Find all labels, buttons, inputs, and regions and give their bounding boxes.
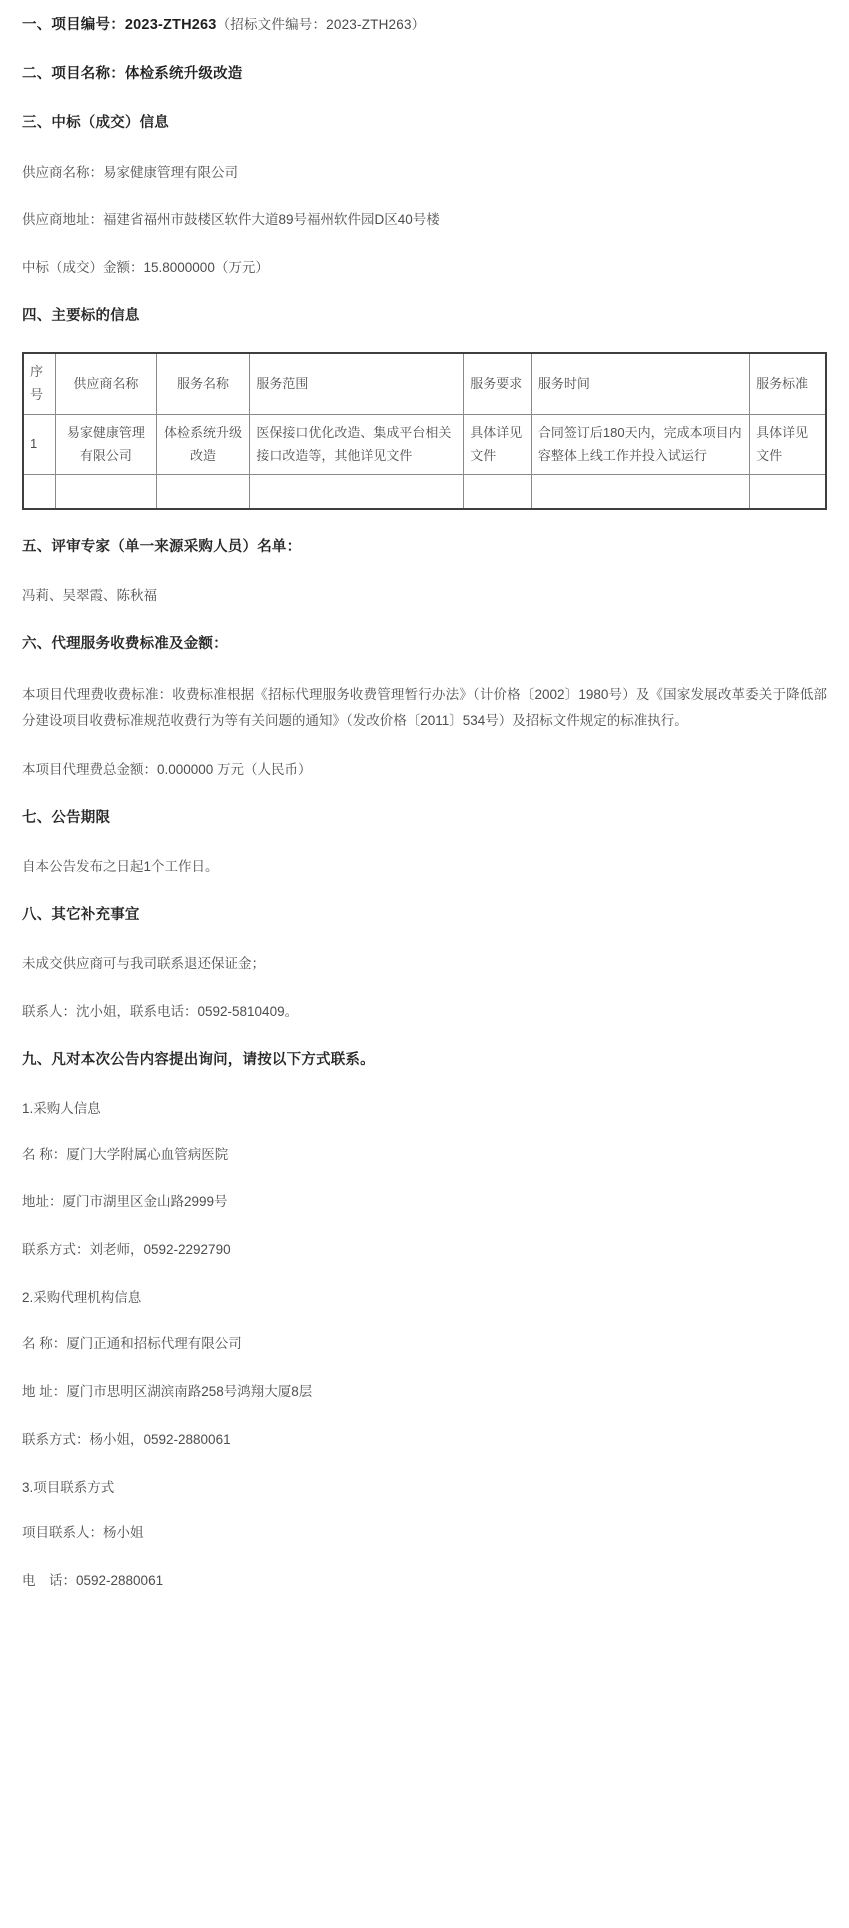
cell-service-std: 具体详见文件	[750, 414, 826, 475]
cell-service-req-empty	[464, 475, 532, 509]
cell-service-time-empty	[531, 475, 749, 509]
cell-supplier: 易家健康管理有限公司	[56, 414, 156, 475]
purchaser-name-value: 厦门大学附属心血管病医院	[66, 1146, 229, 1162]
agency-contact-label: 联系方式：	[22, 1431, 90, 1447]
supplier-address-row	[22, 209, 827, 231]
agency-fee-total: 本项目代理费总金额：0.000000 万元（人民币）	[22, 761, 312, 777]
project-number-value: 2023-ZTH263	[124, 17, 217, 33]
award-amount-unit: （万元）	[214, 260, 269, 276]
purchaser-subheading: 1.采购人信息	[22, 1100, 101, 1116]
other-matters-line1: 未成交供应商可与我司联系退还保证金；	[22, 955, 265, 971]
purchaser-contact-value: 刘老师，0592-2292790	[89, 1242, 231, 1258]
agency-name-row	[22, 1333, 827, 1355]
cell-supplier-empty	[56, 475, 156, 509]
section-experts-heading: 五、评审专家（单一来源采购人员）名单：	[22, 538, 302, 555]
table-row	[23, 414, 826, 475]
agency-name-value: 厦门正通和招标代理有限公司	[66, 1335, 242, 1351]
agency-contact-row	[22, 1429, 827, 1451]
table-header-service-scope: 服务范围	[250, 353, 464, 414]
cell-service-req: 具体详见文件	[464, 414, 532, 475]
section-agency-fee-heading: 六、代理服务收费标准及金额：	[22, 635, 228, 652]
project-name-value: 体检系统升级改造	[124, 66, 243, 83]
section-award-heading: 三、中标（成交）信息	[22, 115, 169, 132]
table-header-service-name: 服务名称	[156, 353, 250, 414]
cell-service-scope-empty	[250, 475, 464, 509]
supplier-address-value: 福建省福州市鼓楼区软件大道89号福州软件园D区40号楼	[103, 212, 440, 228]
section-project-name	[22, 63, 827, 86]
table-header-supplier: 供应商名称	[56, 353, 156, 414]
section-main-items-heading: 四、主要标的信息	[22, 308, 140, 325]
project-contact-subheading: 3.项目联系方式	[22, 1479, 115, 1495]
notice-period-text: 自本公告发布之日起1个工作日。	[22, 858, 219, 874]
cell-service-time: 合同签订后180天内，完成本项目内容整体上线工作并投入试运行	[531, 414, 749, 475]
purchaser-contact-row	[22, 1239, 827, 1261]
project-number-label: 一、项目编号：	[22, 17, 125, 33]
main-items-table	[22, 352, 827, 510]
section-project-number	[22, 14, 827, 37]
purchaser-contact-label: 联系方式：	[22, 1242, 90, 1258]
project-contact-phone-row	[22, 1570, 827, 1592]
project-contact-person-value: 杨小姐	[103, 1525, 144, 1541]
section-notice-period-heading: 七、公告期限	[22, 809, 111, 826]
main-items-table-wrap	[22, 352, 827, 510]
other-matters-line2: 联系人：沈小姐，联系电话：0592-5810409。	[22, 1003, 299, 1019]
cell-service-name-empty	[156, 475, 250, 509]
project-contact-phone-value: 0592-2880061	[76, 1573, 164, 1589]
purchaser-address-row	[22, 1191, 827, 1213]
award-amount-value: 15.8000000	[143, 260, 215, 276]
agency-address-row	[22, 1381, 827, 1403]
purchaser-name-row	[22, 1144, 827, 1166]
section-contacts-heading: 九、凡对本次公告内容提出询问，请按以下方式联系。	[22, 1051, 375, 1068]
supplier-name-row	[22, 162, 827, 184]
table-header-index: 序号	[23, 353, 56, 414]
agency-address-value: 厦门市思明区湖滨南路258号鸿翔大厦8层	[66, 1383, 313, 1399]
cell-index: 1	[23, 414, 56, 475]
purchaser-address-value: 厦门市湖里区金山路2999号	[62, 1194, 228, 1210]
table-header-service-time: 服务时间	[531, 353, 749, 414]
agency-address-label: 地 址：	[22, 1383, 67, 1399]
cell-index-empty	[23, 475, 56, 509]
purchaser-name-label: 名 称：	[22, 1146, 67, 1162]
cell-service-std-empty	[750, 475, 826, 509]
cell-service-scope: 医保接口优化改造、集成平台相关接口改造等，其他详见文件	[250, 414, 464, 475]
project-contact-person-label: 项目联系人：	[22, 1525, 103, 1541]
table-row-empty	[23, 475, 826, 509]
table-header-service-std: 服务标准	[750, 353, 826, 414]
cell-service-name: 体检系统升级改造	[156, 414, 250, 475]
project-contact-person-row	[22, 1522, 827, 1544]
agency-contact-value: 杨小姐，0592-2880061	[89, 1431, 231, 1447]
agency-name-label: 名 称：	[22, 1335, 67, 1351]
table-header-row	[23, 353, 826, 414]
project-number-suffix: （招标文件编号：2023-ZTH263）	[216, 17, 426, 32]
purchaser-address-label: 地址：	[22, 1194, 63, 1210]
supplier-address-label: 供应商地址：	[22, 212, 103, 228]
section-other-matters-heading: 八、其它补充事宜	[22, 906, 140, 923]
award-amount-row	[22, 257, 827, 279]
project-name-label: 二、项目名称：	[22, 66, 125, 83]
agency-fee-standard: 本项目代理费收费标准：收费标准根据《招标代理服务收费管理暂行办法》（计价格〔2002〕1980号）及《国家发展改革委关于降低部分建设项目收费标准规范收费行为等有关问题的通知》（发改价格〔2011〕534号）及招标文件规定的标准执行。	[22, 687, 827, 729]
table-header-service-req: 服务要求	[464, 353, 532, 414]
project-contact-phone-label: 电 话：	[22, 1573, 76, 1589]
agency-subheading: 2.采购代理机构信息	[22, 1290, 142, 1306]
award-amount-label: 中标（成交）金额：	[22, 260, 144, 276]
experts-names: 冯莉、吴翠霞、陈秋福	[22, 588, 157, 604]
supplier-name-label: 供应商名称：	[22, 164, 103, 180]
supplier-name-value: 易家健康管理有限公司	[103, 164, 238, 180]
